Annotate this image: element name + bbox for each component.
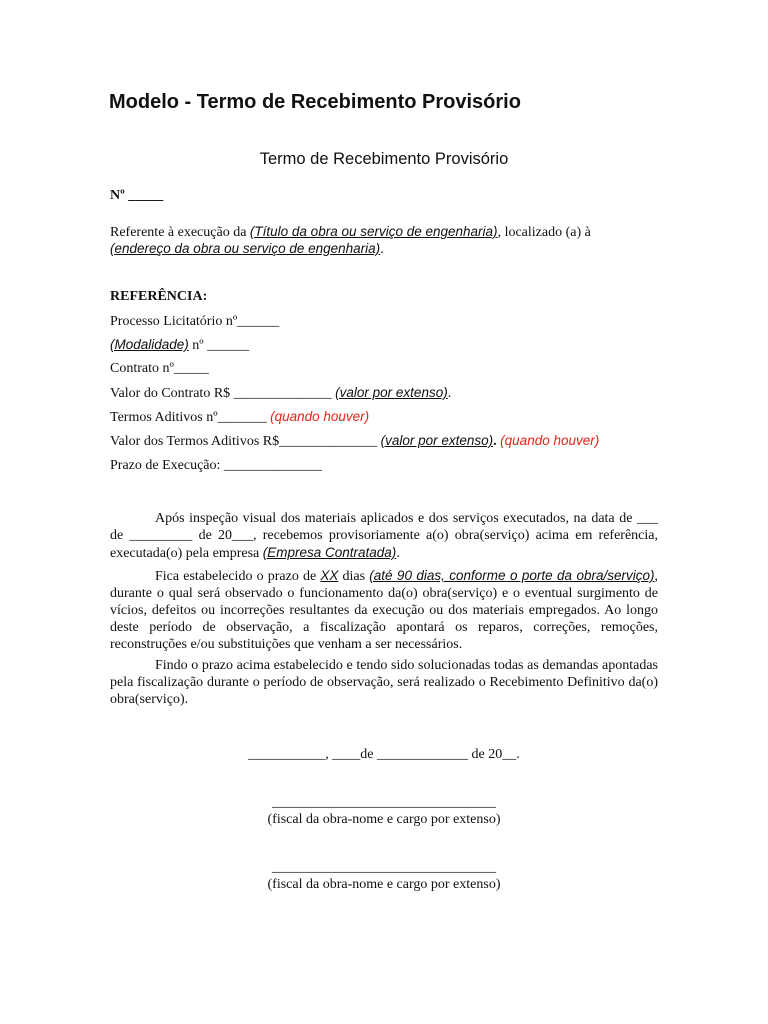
valor-aditivos-dot: . <box>493 434 501 449</box>
modalidade-line <box>110 337 249 354</box>
date-line: ___________, ____de _____________ de 20__. <box>248 747 520 762</box>
referente-mid: , localizado (a) à <box>497 225 591 240</box>
referente-prefix: Referente à execução da <box>110 225 247 240</box>
p1-end: . <box>396 546 400 561</box>
valor-aditivos-line <box>110 433 599 450</box>
referente-line-2 <box>110 241 384 258</box>
quando-houver-note: (quando houver) <box>270 409 370 424</box>
valor-contrato-end: . <box>447 386 452 401</box>
modalidade-text: nº ______ <box>188 338 250 353</box>
valor-contrato-line <box>110 385 451 402</box>
placeholder-xx: XX <box>320 568 339 583</box>
document-number: Nº _____ <box>110 188 164 203</box>
signature-line-1: ________________________________ <box>272 795 496 810</box>
termos-aditivos-text: Termos Aditivos nº_______ <box>110 410 271 425</box>
paragraph-prazo <box>110 567 658 653</box>
placeholder-titulo: (Título da obra ou serviço de engenharia) <box>249 224 498 239</box>
paragraph-inspecao <box>110 510 658 562</box>
signature-line-2: ________________________________ <box>272 860 496 875</box>
prazo-line: Prazo de Execução: ______________ <box>110 458 322 473</box>
placeholder-modalidade: (Modalidade) <box>110 337 189 352</box>
processo-line: Processo Licitatório nº______ <box>110 314 280 329</box>
p1-text: Após inspeção visual dos materiais aplicados e dos serviços executados, na data de ___ de _________ de 20___, recebemos provisoriamente a(o) obra(serviço) acima em referência, executada(o) pela empresa <box>110 511 658 561</box>
p2-text-c: , durante o qual será observado o funcionamento da(o) obra(serviço) e o eventual surgimento de vícios, defeitos ou incorreções resultantes da execução ou dos materiais empregados. Ao longo deste período de observação, a fiscalização apontará os reparos, correções, remoções, reconstruções e/ou substituições que venham a ser necessários. <box>110 569 658 652</box>
signature-caption-2: (fiscal da obra-nome e cargo por extenso) <box>267 877 501 892</box>
referente-line-1 <box>110 224 591 241</box>
document-subtitle: Termo de Recebimento Provisório <box>259 150 509 168</box>
p2-text-a: Fica estabelecido o prazo de <box>155 569 321 584</box>
p2-text-b: dias <box>338 569 370 584</box>
valor-aditivos-text: Valor dos Termos Aditivos R$______________ <box>110 434 381 449</box>
valor-contrato-text: Valor do Contrato R$ ______________ <box>110 386 336 401</box>
placeholder-ate-90-dias: (até 90 dias, conforme o porte da obra/serviço) <box>369 568 655 583</box>
termos-aditivos-line <box>110 409 369 426</box>
referencia-heading: REFERÊNCIA: <box>110 289 208 304</box>
signature-caption-1: (fiscal da obra-nome e cargo por extenso) <box>267 812 501 827</box>
contrato-line: Contrato nº_____ <box>110 361 209 376</box>
placeholder-empresa: (Empresa Contratada) <box>262 545 397 560</box>
paragraph-findo: Findo o prazo acima estabelecido e tendo sido solucionadas todas as demandas apontadas pela fiscalização durante o período de observação, será realizado o Recebimento Definitivo da(o) obra(serviço). <box>110 658 658 707</box>
placeholder-endereco: (endereço da obra ou serviço de engenharia) <box>110 241 381 256</box>
referente-end: . <box>380 242 384 257</box>
quando-houver-note-2: (quando houver) <box>500 433 600 448</box>
placeholder-valor-extenso: (valor por extenso) <box>335 385 448 400</box>
page-title: Modelo - Termo de Recebimento Provisório <box>109 91 521 113</box>
placeholder-valor-aditivos-extenso: (valor por extenso) <box>380 433 494 448</box>
